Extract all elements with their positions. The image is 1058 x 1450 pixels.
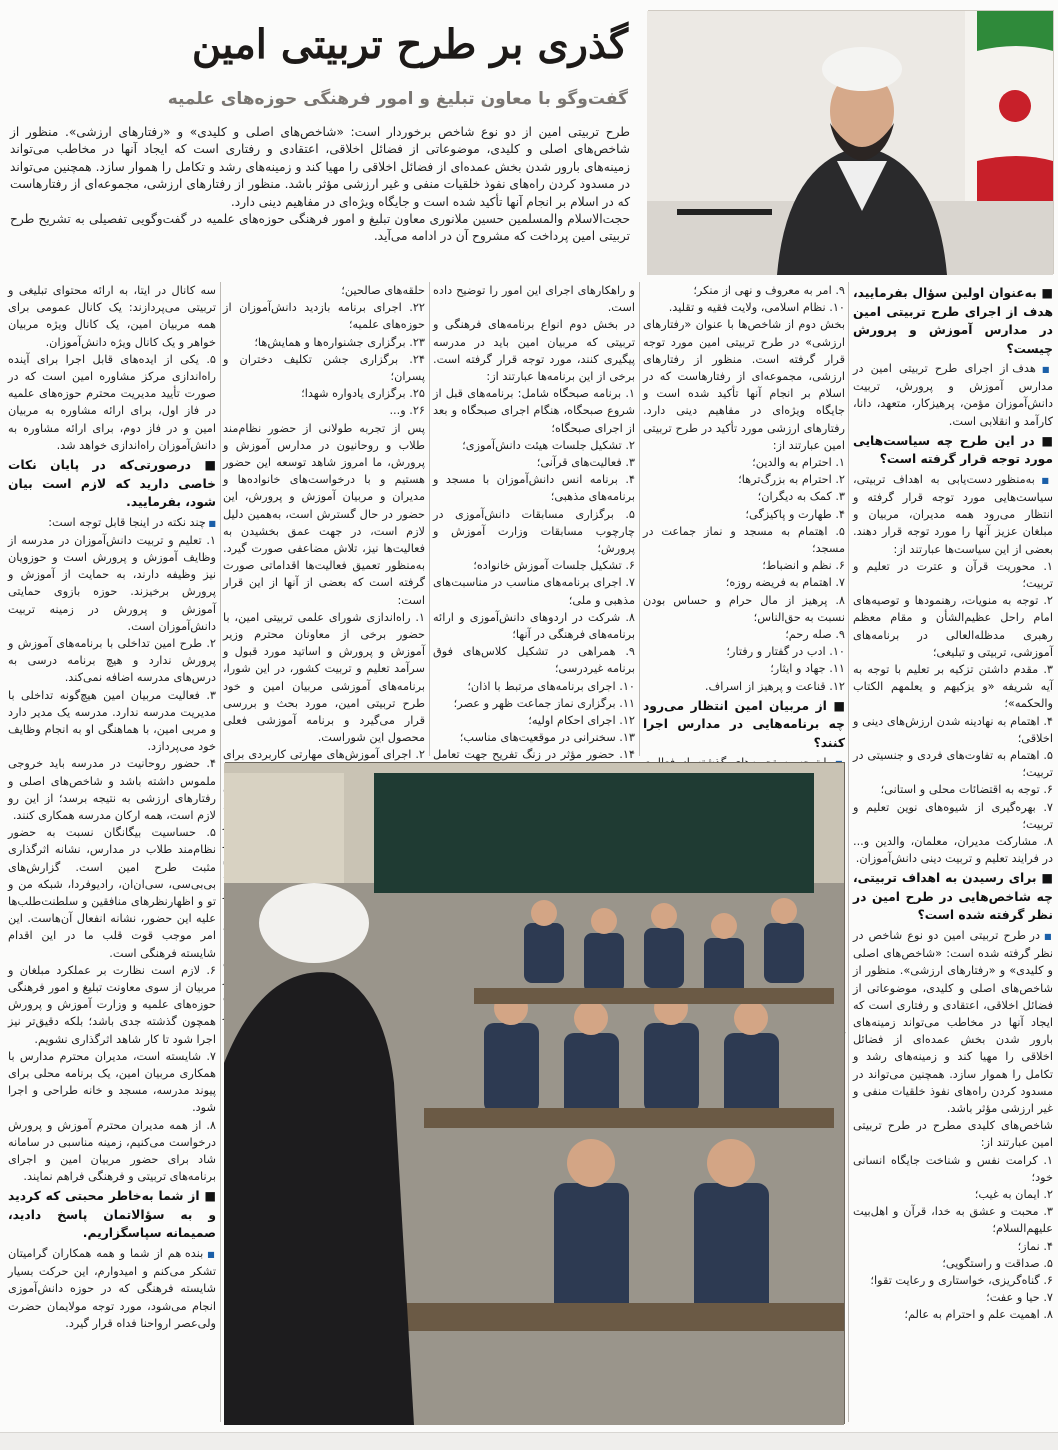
body-paragraph: ۲. احترام به بزرگ‌ترها؛ xyxy=(738,473,845,487)
text-column-5 xyxy=(8,282,216,1422)
page-footer-strip xyxy=(0,1432,1058,1450)
body-paragraph: ۸. شرکت در اردوهای دانش‌آموزی و ارائه برنامه‌های فرهنگی در آنها؛ xyxy=(433,610,635,642)
text-column-1 xyxy=(853,282,1053,1422)
body-paragraph: ۱۳. سخنرانی در موقعیت‌های مناسب؛ xyxy=(459,731,635,745)
body-paragraph: ۲۶. و... xyxy=(389,404,425,418)
body-paragraph: ۱. برنامه صبحگاه شامل: برنامه‌های قبل از شروع صبحگاه، هنگام اجرای صبحگاه و بعد از اجرای صبحگاه؛ xyxy=(433,387,635,435)
classroom-photo xyxy=(225,762,845,1424)
body-paragraph: ۴. نماز؛ xyxy=(1017,1239,1053,1253)
body-paragraph: ۶. تشکیل جلسات آموزش خانواده؛ xyxy=(473,559,635,573)
body-paragraph: ۲. تشکیل جلسات هیئت دانش‌آموزی؛ xyxy=(462,438,635,452)
text-column-2 xyxy=(643,282,845,754)
body-paragraph: ۵. صداقت و راستگویی؛ xyxy=(942,1256,1053,1270)
body-paragraph: در بخش دوم انواع برنامه‌های فرهنگی و تربیتی که مربیان امین باید در مدرسه پیگیری کنند، مورد توجه قرار گرفته است. برخی از این برنامه‌ها عبارتند از: xyxy=(433,318,635,384)
body-paragraph: شاخص‌های کلیدی مطرح در طرح تربیتی امین عبارتند از: xyxy=(853,1119,1053,1150)
body-paragraph: پس از تجربه طولانی از حضور نظام‌مند طلاب و روحانیون در مدارس آموزش و پرورش، ما امروز شاهد توسعه این حضور هستیم و با درخواست‌های خانواده‌ها و مدیران و مربیان آموزش و پرورش، این حضور در حال گسترش است، به‌همین دلیل لازم است، در جهت عمق بخشیدن به فعالیت‌ها نیز، تلاش مضاعفی صورت گیرد. به‌منظور تعمیق فعالیت‌ها اقداماتی صورت گرفته است که بعضی از آنها از این قرار است: xyxy=(223,421,425,607)
body-paragraph: ۱. تعلیم و تربیت دانش‌آموزان در مدرسه از وظایف آموزش و پرورش است و حوزویان نیز وظیفه دارند، به حمایت از آموزش و پرورش برخیزند. حوزه بازوی حمایتی آموزش و پرورش در زمینه تربیت دانش‌آموزان است. xyxy=(8,533,216,633)
interview-answer: ■ هدف از اجرای طرح تربیتی امین در مدارس آموزش و پرورش، تربیت دانش‌آموزان مؤمن، پرهیزکار، متعهد، دانا، کارآمد و انقلابی است. xyxy=(853,360,1053,430)
body-paragraph: سه کانال در ایتا، به ارائه محتوای تبلیغی و تربیتی می‌پردازند: یک کانال عمومی برای همه مربیان امین، یک کانال ویژه مربیان خواهر و یک کانال ویژه دانش‌آموزان. xyxy=(8,284,216,349)
interview-answer: ■ در طرح تربیتی امین دو نوع شاخص در نظر گرفته شده است: «شاخص‌های اصلی و کلیدی» و «رفتارهای ارزشی». منظور از شاخص‌های اصلی و کلیدی، موضوعاتی از فضائل اخلاقی، اعتقادی و رفتاری است که ایجاد آنها در مخاطب می‌تواند زمینه‌های بارور شدن بخش عمده‌ای از فضائل اخلاقی را مهیا کند و زمینه‌های رشد و تکامل را هموار سازد. همچنین می‌تواند در مسدود کردن راه‌های نفوذ خلقیات منفی و غیر ارزشی مؤثر باشد. xyxy=(853,927,1053,1117)
body-paragraph: ۶. گناه‌گریزی، خواستاری و رعایت تقوا؛ xyxy=(870,1274,1053,1288)
lead-paragraph: حجت‌الاسلام والمسلمین حسین ملانوری معاون تبلیغ و امور فرهنگی حوزه‌های علمیه در گفت‌وگویی تفصیلی به تشریح طرح تربیتی امین پرداخت که مشروح آن در ادامه می‌آید. xyxy=(10,212,630,244)
body-paragraph: ۹. صله رحم؛ xyxy=(785,628,845,642)
body-paragraph: ۷. اهتمام به فریضه روزه؛ xyxy=(725,576,845,590)
body-paragraph: ۸. مشارکت مدیران، معلمان، والدین و... در فرایند تعلیم و تربیت دینی دانش‌آموزان. xyxy=(853,835,1053,866)
body-paragraph: ۵. برگزاری مسابقات دانش‌آموزی در چارچوب مسابقات وزارت آموزش و پرورش؛ xyxy=(433,507,635,556)
article-subtitle: گفت‌وگو با معاون تبلیغ و امور فرهنگی حوزه‌های علمیه xyxy=(167,89,628,109)
column-divider xyxy=(429,282,430,756)
body-paragraph: ۱۱. برگزاری نماز جماعت ظهر و عصر؛ xyxy=(453,696,635,710)
body-paragraph: ۶. توجه به اقتضائات محلی و استانی؛ xyxy=(880,783,1053,797)
text-column-3 xyxy=(433,282,635,762)
lead-paragraph: طرح تربیتی امین از دو نوع شاخص برخوردار است: «شاخص‌های اصلی و کلیدی» و «رفتارهای ارزشی». منظور از شاخص‌های اصلی و کلیدی، موضوعاتی از فضائل اخلاقی، اعتقادی و رفتاری است که ایجاد آنها در مخاطب می‌تواند زمینه‌های بارور شدن بخش عمده‌ای از فضائل اخلاقی را مهیا کند و زمینه‌های رشد و تکامل را هموار سازد. همچنین می‌تواند در مسدود کردن راه‌های نفوذ خلقیات منفی و غیر ارزشی مؤثر باشد. منظور از رفتارهای ارزشی، مجموعه‌ای از رفتارهاست که در اسلام بر انجام آنها تأکید شده است و جایگاه ویژه‌ای در مفاهیم دینی دارد. xyxy=(10,125,630,209)
body-paragraph: ۱۴. حضور مؤثر در زنگ تفریح جهت تعامل xyxy=(433,748,635,762)
column-divider xyxy=(848,282,849,1422)
body-paragraph: ۱. احترام به والدین؛ xyxy=(752,456,845,470)
body-paragraph: ۳. کمک به دیگران؛ xyxy=(757,490,845,504)
body-paragraph: ۹. امر به معروف و نهی از منکر؛ xyxy=(693,284,845,297)
classroom-illustration xyxy=(224,763,844,1425)
body-paragraph: ۲۵. برگزاری یادواره شهدا؛ xyxy=(301,387,425,401)
body-paragraph: ۲۲. اجرای برنامه بازدید دانش‌آموزان از حوزه‌های علمیه؛ xyxy=(223,301,425,332)
body-paragraph: بخش دوم از شاخص‌ها با عنوان «رفتارهای ارزشی» در طرح تربیتی امین مورد توجه قرار گرفته است. منظور از رفتارهای ارزشی، مجموعه‌ای از رفتارهاست که در اسلام بر انجام آنها تأکید شده است و جایگاه ویژه‌ای در مفاهیم دینی دارد. رفتارهای ارزشی مورد تأکید در طرح تربیتی امین عبارتند از: xyxy=(643,318,845,452)
body-paragraph: ۱. راه‌اندازی شورای علمی تربیتی امین، با حضور برخی از معاونان محترم وزیر آموزش و پرورش و اساتید مورد قبول و سرآمد تعلیم و تربیت کشور، در این شورا، برنامه‌های آموزشی مربیان امین و خود طرح تربیتی امین، مورد بحث و بررسی قرار می‌گیرد و برنامه آموزشی فعلی محصول این شوراست. xyxy=(223,610,425,745)
article-header xyxy=(0,0,1058,278)
body-paragraph: ۱۰. ادب در گفتار و رفتار؛ xyxy=(726,645,845,659)
article-lead xyxy=(10,124,630,276)
body-paragraph: ۷. اجرای برنامه‌های مناسب در مناسبت‌های مذهبی و ملی؛ xyxy=(433,576,635,607)
body-paragraph: ۴. برنامه انس دانش‌آموزان با مسجد و برنامه‌های مذهبی؛ xyxy=(433,473,635,504)
body-paragraph: ۴. طهارت و پاکیزگی؛ xyxy=(745,507,845,521)
body-paragraph: ۲. طرح امین تداخلی با برنامه‌های آموزش و پرورش ندارد و هیچ برنامه درسی به درس‌های مدرسه اضافه نمی‌کند. xyxy=(8,636,216,685)
body-paragraph: ۴. حضور روحانیت در مدرسه باید خروجی ملموس داشته باشد و شاخص‌های اصلی و رفتارهای ارزشی به نتیجه برسد؛ از این رو لازم است، همه ارکان مدرسه همکاری کنند. xyxy=(8,757,216,822)
body-paragraph: ۳. فعالیت‌های قرآنی؛ xyxy=(536,456,635,470)
body-paragraph: ۷. بهره‌گیری از شیوه‌های نوین تعلیم و تربیت؛ xyxy=(853,800,1053,831)
interview-answer: ■ بنده هم از شما و همه همکاران گرامیتان تشکر می‌کنم و امیدوارم، این حرکت بسیار شایسته فرهنگی که در حوزه دانش‌آموزی انجام می‌شود، مورد توجه مولایمان حضرت ولی‌عصر ارواحنا فداه قرار گیرد. xyxy=(8,1245,216,1332)
body-paragraph: ۹. همراهی در تشکیل کلاس‌های فوق برنامه غیردرسی؛ xyxy=(433,645,635,676)
interview-answer: ■ به‌منظور دست‌یابی به اهداف تربیتی، سیاست‌هایی مورد توجه قرار گرفته و انتظار می‌رود همه مدیران، مربیان و مبلغان عزیز آنها را مورد توجه قرار دهند. بعضی از این سیاست‌ها عبارتند از: xyxy=(853,471,1053,558)
body-paragraph: ۴. اهتمام به نهادینه شدن ارزش‌های دینی و اخلاقی؛ xyxy=(853,714,1053,745)
interview-question: ■ از مربیان امین انتظار می‌رود چه برنامه‌هایی در مدارس اجرا کنند؟ xyxy=(643,698,845,750)
text-column-4 xyxy=(223,282,425,762)
interviewee-portrait-illustration xyxy=(647,11,1053,275)
article-title: گذری بر طرح تربیتی امین xyxy=(191,21,628,68)
body-paragraph: ۵. حساسیت بیگانگان نسبت به حضور نظام‌مند طلاب در مدارس، نشانه اثرگذاری مثبت طرح امین است. گزارش‌های بی‌بی‌سی، سی‌ان‌ان، رادیوفردا، شبکه من و تو و اظهارنظرهای منافقین و سلطنت‌طلب‌ها علیه این حضور، نشانه انفعال آن‌هاست. این امر موجب قوت قلب ما در این اقدام شایسته فرهنگی است. xyxy=(8,826,216,960)
body-paragraph: ۳. فعالیت مربیان امین هیچ‌گونه تداخلی با مدیریت مدرسه ندارد. مدرسه یک مدیر دارد و مربی امین، با هماهنگی او به انجام وظایف خود می‌پردازد. xyxy=(8,688,216,754)
body-paragraph: ۵. اهتمام به تفاوت‌های فردی و جنسیتی در تربیت؛ xyxy=(853,749,1053,780)
interview-question: ■ برای رسیدن به اهداف تربیتی، چه شاخص‌هایی در طرح امین در نظر گرفته شده است؟ xyxy=(853,871,1053,923)
body-paragraph: ۶. نظم و انضباط؛ xyxy=(762,559,845,573)
body-paragraph: ۸. اهمیت علم و احترام به عالم؛ xyxy=(904,1308,1053,1322)
body-paragraph: ۱۰. اجرای برنامه‌های مرتبط با اذان؛ xyxy=(467,679,635,693)
interview-question: ■ درصورتی‌که در پایان نکات خاصی دارید که لازم است بیان شود، بفرمایید. xyxy=(8,458,216,510)
body-paragraph: ۱۰. نظام اسلامی، ولایت فقیه و تقلید. xyxy=(668,301,845,315)
body-paragraph: ۲۳. برگزاری جشنواره‌ها و همایش‌ها؛ xyxy=(254,335,425,349)
body-paragraph: ۱. کرامت نفس و شناخت جایگاه انسانی خود؛ xyxy=(853,1153,1053,1184)
body-paragraph: ۶. لازم است نظارت بر عملکرد مبلغان و مربیان از سوی معاونت تبلیغ و امور فرهنگی حوزه‌های علمیه و وزارت آموزش و پرورش همچون گذشته جدی باشد؛ بلکه دقیق‌تر نیز اجرا شود تا کار شاهد اثرگذاری نشویم. xyxy=(8,963,216,1046)
body-paragraph: ۷. شایسته است، مدیران محترم مدارس با همکاری مربیان امین، یک برنامه محلی برای پیوند مدرسه، مسجد و خانه طراحی و اجرا شود. xyxy=(8,1049,216,1115)
interview-answer: ■ چند نکته در اینجا قابل توجه است: xyxy=(8,514,216,532)
interviewee-photo xyxy=(648,10,1054,274)
body-paragraph: ۵. یکی از ایده‌های قابل اجرا برای آینده راه‌اندازی مرکز مشاوره امین است که در صورت تأیید مدیریت محترم حوزه‌های علمیه در فاز اول، برای ارائه مشاوره به مربیان امین و در فاز دوم، برای ارائه مشاوره به دانش‌آموزان راه‌اندازی خواهد شد. xyxy=(8,352,216,452)
body-paragraph: حلقه‌های صالحین؛ xyxy=(341,284,425,297)
interview-question: ■ از شما به‌خاطر محبتی که کردید و به سؤالاتمان پاسخ دادید، صمیمانه سپاسگزاریم. xyxy=(8,1189,216,1241)
column-divider xyxy=(639,282,640,756)
body-paragraph: ۲. توجه به منویات، رهنمودها و توصیه‌های امام راحل عظیم‌الشأن و مقام معظم رهبری مدظله‌العالی در برنامه‌های آموزشی، تربیتی و تبلیغی؛ xyxy=(853,594,1053,659)
body-paragraph: ۲۴. برگزاری جشن تکلیف دختران و پسران؛ xyxy=(223,352,425,384)
body-paragraph: ۲. ایمان به غیب؛ xyxy=(974,1188,1053,1202)
body-paragraph: ۱۱. جهاد و ایثار؛ xyxy=(770,662,845,676)
body-paragraph: ۸. از همه مدیران محترم آموزش و پرورش درخواست می‌کنیم، زمینه مناسبی در سامانه شاد برای حضور مربیان امین و اجرای برنامه‌های تربیتی و فرهنگی فراهم نمایند. xyxy=(8,1118,216,1184)
interview-question: ■ در این طرح چه سیاست‌هایی مورد توجه قرار گرفته است؟ xyxy=(853,433,1053,467)
body-paragraph: ۷. حیا و عفت؛ xyxy=(986,1291,1053,1305)
body-paragraph: ۱۲. اجرای احکام اولیه؛ xyxy=(528,714,635,728)
body-paragraph: ۳. محبت و عشق به خدا، قرآن و اهل‌بیت علیهم‌السلام؛ xyxy=(853,1205,1053,1236)
body-paragraph: ۲. اجرای آموزش‌های مهارتی کاربردی برای xyxy=(223,748,425,762)
body-paragraph: ۵. اهتمام به مسجد و نماز جماعت در مسجد؛ xyxy=(643,524,845,556)
body-paragraph: ۱۲. قناعت و پرهیز از اسراف. xyxy=(704,679,845,693)
body-paragraph: ۱. محوریت قرآن و عترت در تعلیم و تربیت؛ xyxy=(853,559,1053,591)
body-paragraph: ۳. مقدم داشتن تزکیه بر تعلیم با توجه به آیه شریفه «و یزکیهم و یعلمهم الکتاب والحکمه»؛ xyxy=(853,663,1053,711)
body-paragraph: و راهکارهای اجرای این امور را توضیح داده است. xyxy=(433,284,635,315)
column-divider xyxy=(220,282,221,1422)
interview-question: ■ به‌عنوان اولین سؤال بفرمایید، هدف از اجرای طرح تربیتی امین در مدارس آموزش و پرورش چیست؟ xyxy=(853,286,1053,356)
body-paragraph: ۸. پرهیز از مال حرام و حساس بودن نسبت به حق‌الناس؛ xyxy=(643,593,845,624)
